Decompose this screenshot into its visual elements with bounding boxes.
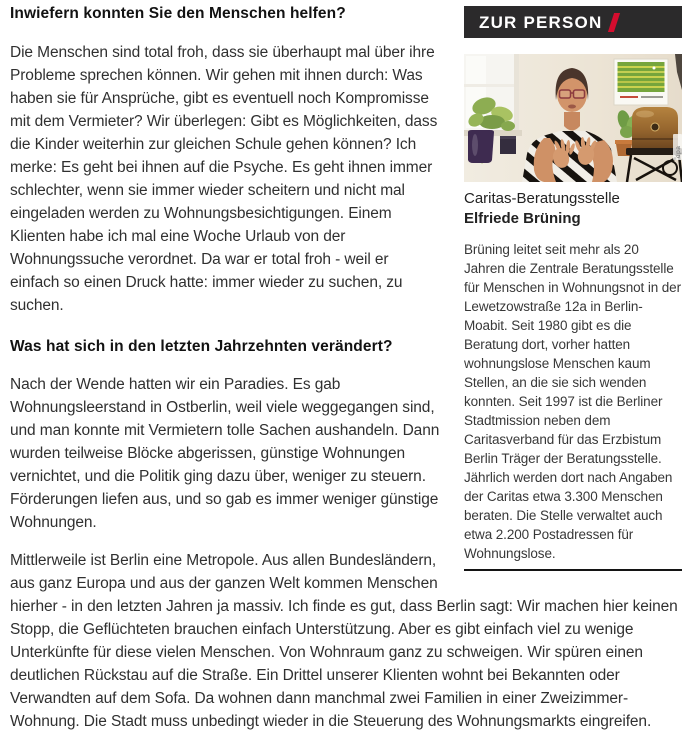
wall-calendar — [614, 59, 668, 105]
zur-person-label: ZUR PERSON — [479, 12, 603, 32]
photo-credit-text: dpa — [675, 145, 682, 158]
person-bio: Brüning leitet seit mehr als 20 Jahren die Zentrale Beratungsstelle für Menschen in Wohnungsnot in der Lewetzowstraße 12a in Berlin-Moabit. Seit 1980 gibt es die Beratung dort, vorher hatten wohnungslose Menschen kaum Stellen, an die sie sich wenden konnten. Seit 1997 ist die Berliner Stadtmission neben dem Caritasverband für das Erzbistum Berlin Träger der Beratungsstelle. Jährlich werden dort nach Angaben der Caritas etwa 3.300 Menschen beraten. Die Stelle verwaltet auch etwa 2.200 Postadressen für Wohnungslose. — [464, 242, 681, 561]
interview-answer-2a: Nach der Wende hatten wir ein Paradies. Es gab Wohnungsleerstand in Ostberlin, weil viele weggegangen sind, und man konnte mit Vermietern tolle Sachen aushandeln. Dann wurden teilweise Blöcke abgerissen, günstige Wohnungen vernichtet, und die Politik ging dazu über, weniger zu steuern. Förderungen liefen aus, und so gab es immer weniger günstige Wohnungen. — [10, 376, 440, 531]
caption-name: Elfriede Brüning — [464, 210, 581, 227]
zur-person-sidebar — [464, 6, 682, 571]
interview-answer-1: Die Menschen sind total froh, dass sie überhaupt mal über ihre Probleme sprechen können. Wir gehen mit ihnen durch: Was haben sie für Ansprüche, gibt es eventuell noch Kompromisse mit dem Vermieter? Wir überlegen: Gibt es Möglichkeiten, dass die Kinder weiterhin zur gleichen Schule gehen können? Ich merke: Es geht bei ihnen auf die Psyche. Es geht ihnen immer schlechter, wenn sie immer wieder scheitern und nicht mal eingeladen werden zu Wohnungsbesichtigungen. Einem Klienten habe ich mal eine Woche Urlaub von der Wohnungssuche verordnet. Da war er total froh - weil er einfach so einen Druck hatte: immer wieder zu suchen, zu suchen. — [10, 44, 438, 314]
red-slash-icon — [608, 13, 620, 32]
interview-question-1: Inwiefern konnten Sie den Menschen helfen? — [10, 5, 346, 22]
mouth — [568, 105, 576, 109]
photo-credit — [673, 134, 682, 160]
zur-person-header — [464, 6, 682, 38]
neck — [564, 112, 580, 131]
interview-answer-2b: Mittlerweile ist Berlin eine Metropole. Aus allen Bundesländern, aus ganz Europa und aus der ganzen Welt kommen Menschen hierher - in den letzten Jahren ja massiv. Ich finde es gut, dass Berlin sagt: Wir machen hier keinen Stopp, die Geflüchteten brauchen einfach Unterstützung. Aber es gibt einfach viel zu wenige Unterkünfte für diese vielen Menschen. Von Wohnraum ganz zu schweigen. Wir spüren einen deutlichen Rückstau auf die Straße. Ein Drittel unserer Klienten wohnt bei Bekannten oder Verwandten auf dem Sofa. Da wohnen dann manchmal zwei Familien in einer Zweizimmer-Wohnung. Die Stadt muss unbedingt wieder in die Steuerung des Wohnungsmarkts eingreifen. — [10, 552, 678, 730]
photo-caption — [464, 189, 682, 229]
portrait-photo — [464, 54, 682, 182]
sidebar-divider — [464, 569, 682, 571]
caption-role: Caritas-Beratungsstelle — [464, 190, 620, 207]
interview-question-2: Was hat sich in den letzten Jahrzehnten verändert? — [10, 338, 393, 355]
